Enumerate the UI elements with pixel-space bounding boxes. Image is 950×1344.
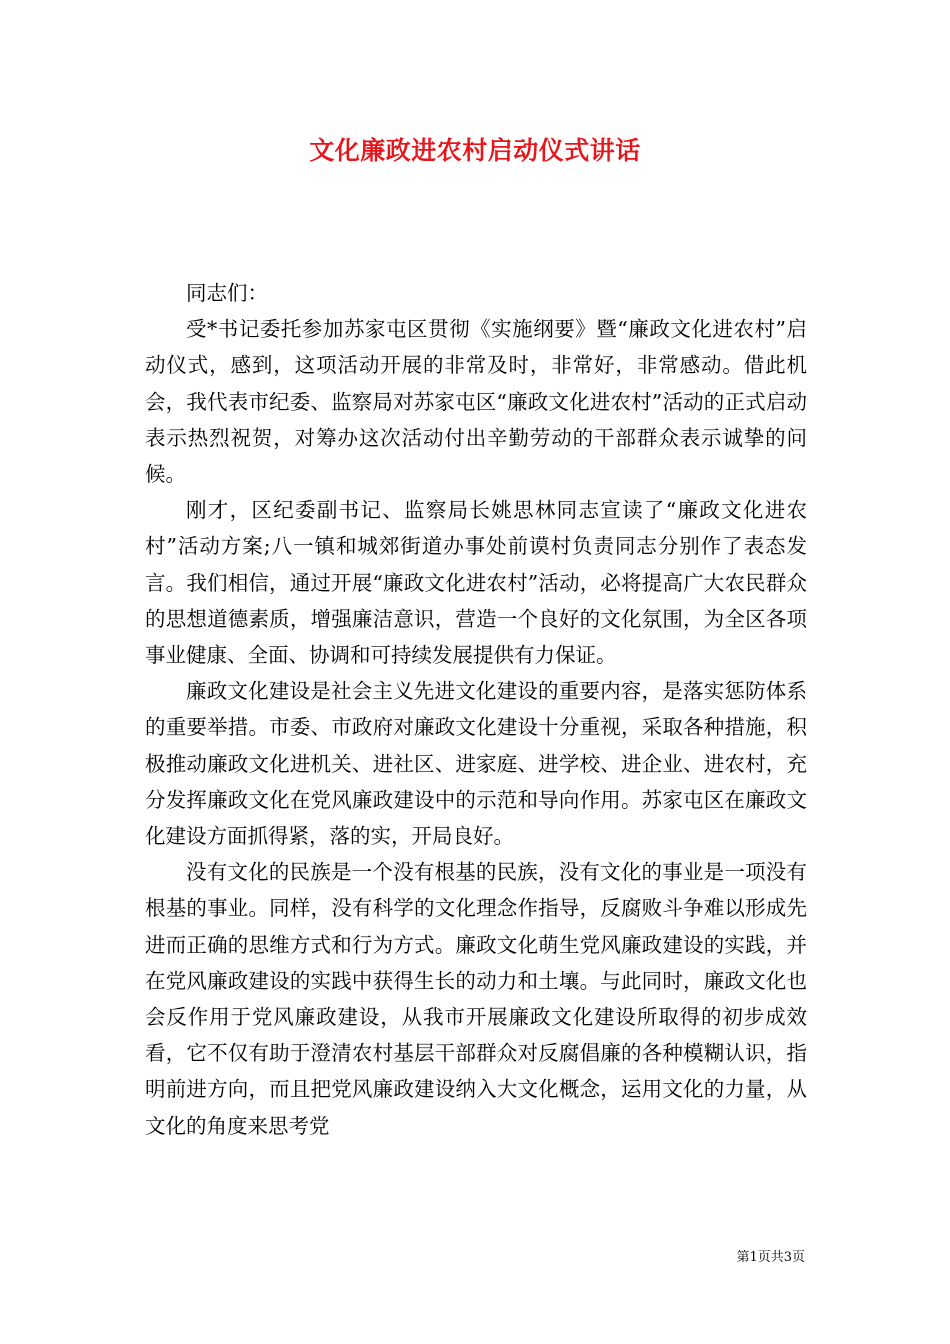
document-body [145,275,807,1144]
document-title: 文化廉政进农村启动仪式讲话 [309,136,641,165]
paragraph-3: 廉政文化建设是社会主义先进文化建设的重要内容，是落实惩防体系的重要举措。市委、市政府对廉政文化建设十分重视，采取各种措施，积极推动廉政文化进机关、进社区、进家庭、进学校、进企业、进农村，充分发挥廉政文化在党风廉政建设中的示范和导向作用。苏家屯区在廉政文化建设方面抓得紧，落的实，开局良好。 [145,679,807,849]
salutation: 同志们： [186,281,268,305]
paragraph-4: 没有文化的民族是一个没有根基的民族，没有文化的事业是一项没有根基的事业。同样，没有科学的文化理念作指导，反腐败斗争难以形成先进而正确的思维方式和行为方式。廉政文化萌生党风廉政建设的实践，并在党风廉政建设的实践中获得生长的动力和土壤。与此同时，廉政文化也会反作用于党风廉政建设，从我市开展廉政文化建设所取得的初步成效看，它不仅有助于澄清农村基层干部群众对反腐倡廉的各种模糊认识，指明前进方向，而且把党风廉政建设纳入大文化概念，运用文化的力量，从文化的角度来思考党 [145,860,807,1138]
paragraph-2: 刚才，区纪委副书记、监察局长姚思林同志宣读了“廉政文化进农村”活动方案;八一镇和城郊街道办事处前谟村负责同志分别作了表态发言。我们相信，通过开展“廉政文化进农村”活动，必将提高广大农民群众的思想道德素质，增强廉洁意识，营造一个良好的文化氛围，为全区各项事业健康、全面、协调和可持续发展提供有力保证。 [145,498,807,668]
paragraph-1: 受*书记委托参加苏家屯区贯彻《实施纲要》暨“廉政文化进农村”启动仪式，感到，这项活动开展的非常及时，非常好，非常感动。借此机会，我代表市纪委、监察局对苏家屯区“廉政文化进农村”活动的正式启动表示热烈祝贺，对筹办这次活动付出辛勤劳动的干部群众表示诚挚的问候。 [145,317,807,487]
page-number: 第1页共3页 [736,1250,805,1265]
